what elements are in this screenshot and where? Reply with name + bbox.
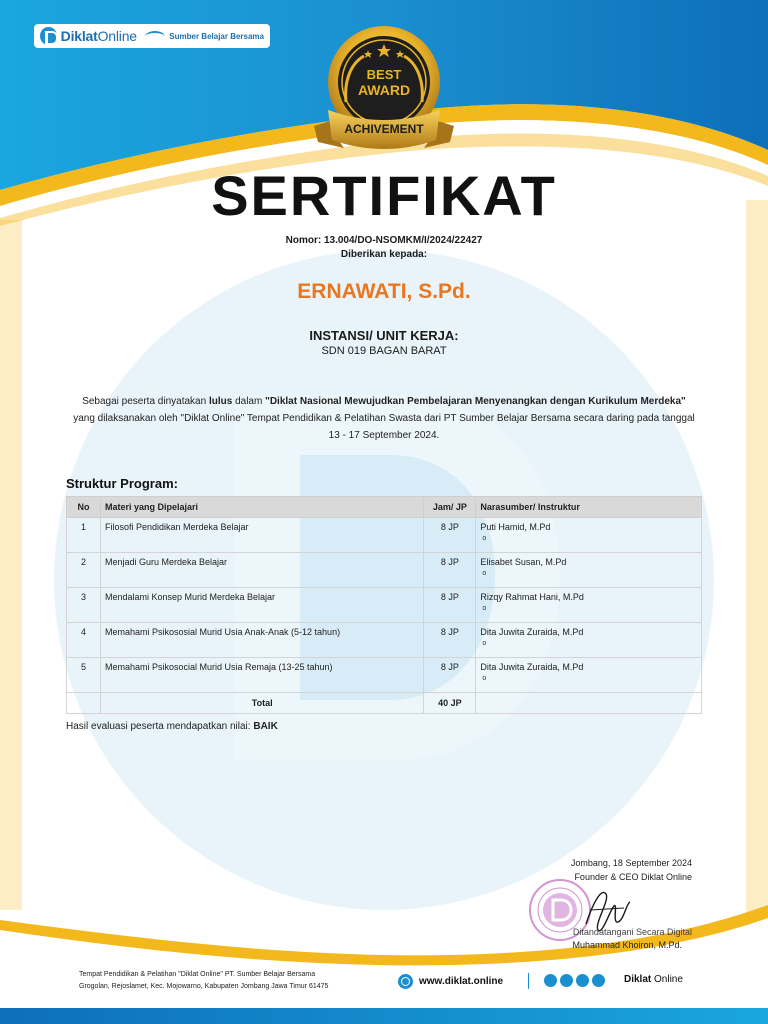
- header-narasumber: Narasumber/ Instruktur: [476, 497, 702, 518]
- footer-brand: [624, 974, 683, 985]
- logo-tagline: Sumber Belajar Bersama: [169, 31, 264, 41]
- table-row: [67, 553, 702, 588]
- instructor-name: Dita Juwita Zuraida, M.Pd: [480, 662, 584, 672]
- footer-address-line2: Grogolan, Rejoslamet, Kec. Mojowarno, Kabupaten Jombang Jawa Timur 61475: [79, 983, 329, 990]
- given-to-label: Diberikan kepada:: [340, 249, 428, 260]
- row-no: 1: [67, 518, 101, 553]
- row-no: 2: [67, 553, 101, 588]
- row-narasumber: [476, 588, 702, 623]
- table-header-row: [67, 497, 702, 518]
- table-row: [67, 588, 702, 623]
- row-narasumber: [476, 518, 702, 553]
- row-jam: 8 JP: [424, 658, 476, 693]
- desc-part3: yang dilaksanakan oleh "Diklat Online" Tempat Pendidikan & Pelatihan Swasta dari PT Sumber Belajar Bersama secara daring pada tanggal 13 - 17 September 2024.: [73, 413, 695, 441]
- globe-icon: [398, 974, 413, 989]
- institution-value: SDN 019 BAGAN BARAT: [321, 345, 447, 357]
- diklat-online-logo: [34, 24, 270, 48]
- bullet-icon: o: [482, 640, 487, 647]
- total-empty-cell: [67, 693, 101, 714]
- footer-address-line1: Tempat Pendidikan & Pelatihan "Diklat Online" PT. Sumber Belajar Bersama: [79, 971, 316, 978]
- logo-swoosh-icon: [145, 30, 165, 42]
- row-materi: Memahami Psikosocial Murid Usia Remaja (13-25 tahun): [100, 658, 423, 693]
- header-materi: Materi yang Dipelajari: [100, 497, 423, 518]
- badge-ribbon-text: ACHIVEMENT: [344, 122, 424, 136]
- signatory-name: Muhammad Khoiron, M.Pd.: [572, 940, 682, 950]
- row-narasumber: [476, 623, 702, 658]
- footer-address: [79, 969, 328, 993]
- table-total-row: [67, 693, 702, 714]
- header-jam: Jam/ JP: [424, 497, 476, 518]
- table-row: [67, 623, 702, 658]
- social-icons: [544, 974, 605, 987]
- instructor-name: Puti Hamid, M.Pd: [480, 522, 551, 532]
- signature-position: Founder & CEO Diklat Online: [574, 872, 692, 882]
- footer-divider: [528, 973, 529, 989]
- logo-brand-thin: Online: [97, 28, 137, 44]
- footer-website-text: www.diklat.online: [419, 976, 504, 987]
- digital-sign-note: Ditandatangani Secara Digital: [572, 927, 692, 937]
- linkedin-icon[interactable]: [576, 974, 589, 987]
- total-label: Total: [100, 693, 423, 714]
- instructor-name: Elisabet Susan, M.Pd: [480, 557, 567, 567]
- row-no: 4: [67, 623, 101, 658]
- certificate-number: Nomor: 13.004/DO-NSOMKM/I/2024/22427: [285, 235, 483, 246]
- bullet-icon: o: [482, 605, 487, 612]
- badge-line2: AWARD: [357, 82, 411, 98]
- bullet-icon: o: [482, 535, 487, 542]
- table-row: [67, 658, 702, 693]
- row-materi: Memahami Psikososial Murid Usia Anak-Anak (5-12 tahun): [100, 623, 423, 658]
- desc-part1: Sebagai peserta dinyatakan: [82, 396, 209, 407]
- bullet-icon: o: [482, 570, 487, 577]
- desc-lulus: lulus: [208, 396, 233, 407]
- certificate-title: SERTIFIKAT: [211, 164, 557, 227]
- recipient-name: ERNAWATI, S.Pd.: [297, 280, 471, 303]
- table-row: [67, 518, 702, 553]
- evaluation-prefix: Hasil evaluasi peserta mendapatkan nilai:: [66, 721, 254, 732]
- row-jam: 8 JP: [424, 518, 476, 553]
- row-no: 5: [67, 658, 101, 693]
- diklat-logo-icon: [40, 27, 57, 45]
- instagram-icon[interactable]: [560, 974, 573, 987]
- telegram-icon[interactable]: [592, 974, 605, 987]
- row-narasumber: [476, 658, 702, 693]
- row-jam: 8 JP: [424, 553, 476, 588]
- certificate-description: [70, 393, 698, 444]
- bullet-icon: o: [482, 675, 487, 682]
- header-no: No: [67, 497, 101, 518]
- row-materi: Mendalami Konsep Murid Merdeka Belajar: [100, 588, 423, 623]
- row-narasumber: [476, 553, 702, 588]
- instructor-name: Dita Juwita Zuraida, M.Pd: [480, 627, 584, 637]
- row-materi: Menjadi Guru Merdeka Belajar: [100, 553, 423, 588]
- row-jam: 8 JP: [424, 588, 476, 623]
- institution-label: INSTANSI/ UNIT KERJA:: [309, 328, 459, 343]
- program-structure-table: [66, 496, 702, 714]
- instructor-name: Rizqy Rahmat Hani, M.Pd: [480, 592, 584, 602]
- row-materi: Filosofi Pendidikan Merdeka Belajar: [100, 518, 423, 553]
- footer-website-link[interactable]: [398, 974, 503, 989]
- best-award-badge-icon: [306, 22, 462, 156]
- signature-place-date: Jombang, 18 September 2024: [570, 858, 692, 868]
- logo-brand: [61, 28, 137, 44]
- desc-program-name: "Diklat Nasional Mewujudkan Pembelajaran Menyenangkan dengan Kurikulum Merdeka": [265, 396, 686, 407]
- youtube-icon[interactable]: [544, 974, 557, 987]
- row-no: 3: [67, 588, 101, 623]
- footer-brand-bold: Diklat: [624, 974, 652, 985]
- total-empty-cell: [476, 693, 702, 714]
- footer-brand-thin: Online: [651, 974, 683, 985]
- badge-line1: BEST: [366, 67, 402, 82]
- total-value: 40 JP: [424, 693, 476, 714]
- desc-part2: dalam: [232, 396, 266, 407]
- evaluation-grade: BAIK: [253, 721, 278, 732]
- evaluation-result: [66, 721, 278, 732]
- program-structure-title: Struktur Program:: [66, 476, 178, 491]
- row-jam: 8 JP: [424, 623, 476, 658]
- logo-brand-bold: Diklat: [60, 28, 98, 44]
